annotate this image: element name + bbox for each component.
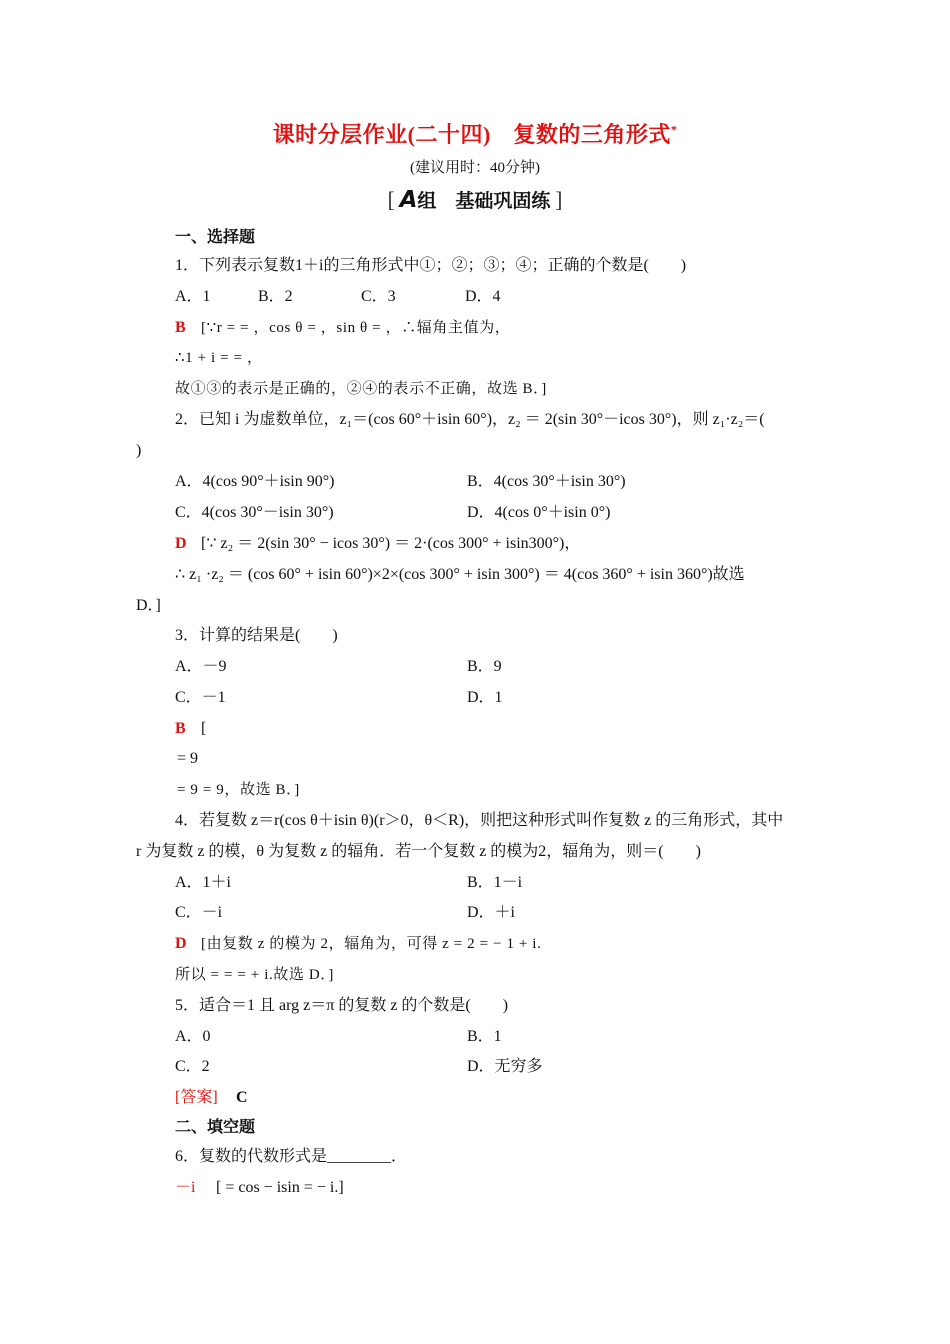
text-line-s2: 二、填空题 — [175, 1119, 256, 1136]
text-line-q2: 2．已知 i 为虚数单位，z₁＝(cos 60°＋isin 60°)，z₂ ＝ 2(sin 30°－icos 30°)，则 z₁·z₂＝( — [175, 411, 765, 428]
text-line-q2c: C．4(cos 30°－isin 30°) — [175, 504, 334, 521]
text-line-q6s: [ = cos − isin = − i.] — [216, 1179, 344, 1196]
text-line-q4: 4．若复数 z＝r(cos θ＋isin θ)(r＞0，θ＜R)，则把这种形式叫作复数 z 的三角形式，其中 — [175, 812, 784, 829]
text-line-q3b: B．9 — [467, 658, 502, 675]
text-line-q3: 3．计算的结果是( ) — [175, 627, 338, 644]
text-line-q3s1: = 9 — [177, 750, 199, 767]
text-line-q1a: A．1 — [175, 288, 211, 305]
text-line-q3c: C．－1 — [175, 689, 226, 706]
text-line-q4bb: B．1－i — [467, 874, 523, 891]
text-line-q4d: D．＋i — [467, 904, 516, 921]
text-line-q3d: D．1 — [467, 689, 503, 706]
text-line-q4s1: [由复数 z 的模为 2，辐角为，可得 z = 2 = − 1 + i. — [201, 936, 542, 952]
text-line-q4b: r 为复数 z 的模，θ 为复数 z 的辐角．若一个复数 z 的模为2，辐角为，则＝( ) — [136, 843, 701, 860]
text-line-q1s3: 故①③的表示是正确的，②④的表示不正确，故选 B．] — [175, 381, 547, 397]
text-line-q1s1: [∵r = = ，cos θ = ，sin θ = ，∴辐角主值为， — [201, 320, 511, 336]
text-line-q2ans: D — [175, 535, 187, 552]
text-line-q5b: B．1 — [467, 1028, 502, 1045]
text-line-q2b: ) — [136, 442, 142, 459]
text-line-q3ans: B — [175, 720, 186, 737]
page-title: 课时分层作业(二十四) 复数的三角形式* — [272, 122, 678, 147]
text-line-q4a: A．1＋i — [175, 874, 232, 891]
text-line-q3a: A．－9 — [175, 658, 227, 675]
text-line-q1s2: ∴1 + i = = ， — [175, 350, 263, 366]
text-line-q5a: A．0 — [175, 1028, 211, 1045]
text-line-q3s0: [ — [201, 720, 207, 737]
suggested-time: (建议用时：40分钟) — [410, 160, 540, 176]
text-line-q5ansl: [答案] — [175, 1089, 218, 1106]
text-line-q5: 5．适合＝1 且 arg z＝π 的复数 z 的个数是( ) — [175, 997, 509, 1014]
text-line-q2d: D．4(cos 0°＋isin 0°) — [467, 504, 611, 521]
text-line-s1: 一、选择题 — [175, 229, 256, 246]
text-line-q2s1: [∵ z₂ ＝ 2(sin 30° − icos 30°) ＝ 2·(cos 300° + isin300°)， — [201, 535, 581, 552]
text-line-q4s2: 所以 = = = + i.故选 D．] — [175, 967, 334, 983]
text-line-q2s2: ∴ z₁ ·z₂ ＝ (cos 60° + isin 60°)×2×(cos 300° + isin 300°) ＝ 4(cos 360° + isin 360°)故选 — [175, 566, 745, 583]
text-line-q3s2: = 9 = 9，故选 B．] — [177, 782, 300, 798]
text-line-q1d: D．4 — [465, 288, 501, 305]
text-line-q2a: A．4(cos 90°＋isin 90°) — [175, 473, 335, 490]
text-line-q2bb: B．4(cos 30°＋isin 30°) — [467, 473, 626, 490]
text-line-q5d: D．无穷多 — [467, 1058, 543, 1075]
text-line-q1ans: B — [175, 319, 186, 336]
text-line-q1: 1．下列表示复数1＋i的三角形式中①；②；③；④；正确的个数是( ) — [175, 257, 687, 274]
group-a-header: [ A组 基础巩固练 ] — [387, 187, 563, 213]
text-line-q2s3: D．] — [136, 597, 161, 614]
text-line-q6ans: －i — [175, 1179, 196, 1196]
text-line-q4ans: D — [175, 935, 187, 952]
text-line-q5ans: C — [236, 1089, 248, 1106]
text-line-q5c: C．2 — [175, 1058, 210, 1075]
text-line-q4c: C．－i — [175, 904, 223, 921]
text-line-q6: 6．复数的代数形式是________． — [175, 1148, 408, 1165]
text-line-q1c: C．3 — [361, 288, 396, 305]
text-line-q1b: B．2 — [258, 288, 293, 305]
